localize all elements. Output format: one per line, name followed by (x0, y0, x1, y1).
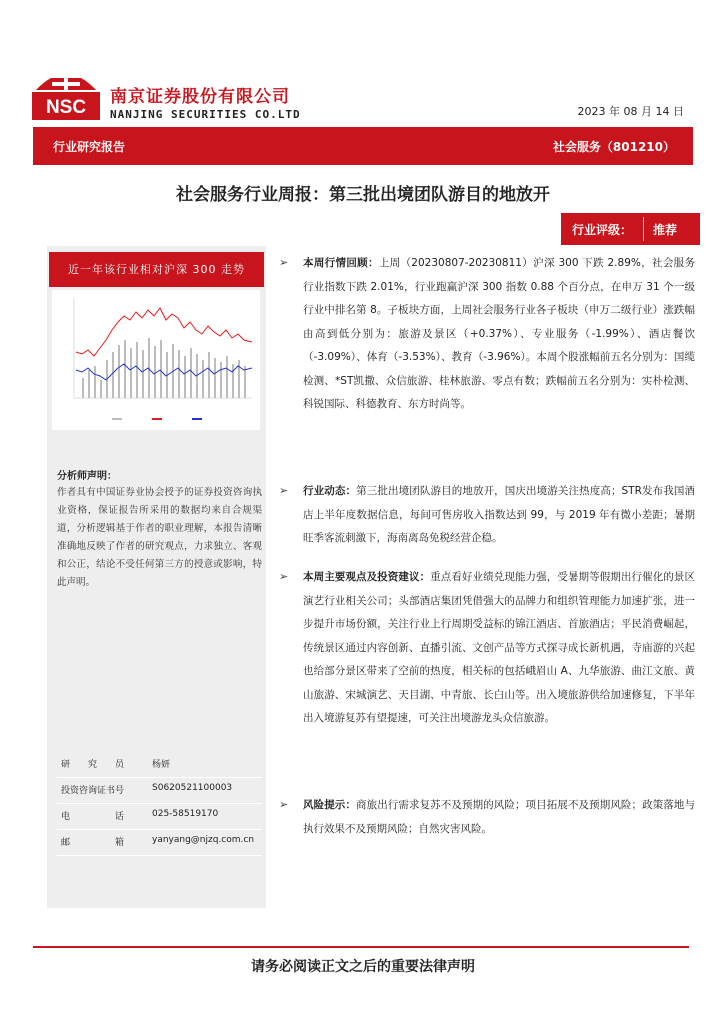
bullet-arrow-icon: ➢ (279, 798, 289, 811)
analyst-heading: 分析师声明： (57, 471, 117, 482)
industry-news-text: 第三批出境团队游目的地放开，国庆出境游关注热度高；STR发布我国酒店上半年度数据信息，每间可售房收入指数达到 99，与 2019 年有微小差距；暑期旺季客流刺激下，海南离岛免税经营企稳。 (303, 485, 696, 544)
rating-divider (643, 217, 644, 241)
market-review-label: 本周行情回顾： (303, 257, 379, 269)
info-row-analyst (57, 751, 262, 778)
company-name-en: NANJING SECURITIES CO.LTD (110, 108, 301, 121)
bullet-arrow-icon: ➢ (279, 256, 289, 269)
industry-news-label: 行业动态： (303, 485, 357, 497)
relative-trend-chart (52, 290, 260, 430)
investment-advice-label: 本周主要观点及投资建议： (303, 571, 431, 583)
chart-title: 近一年该行业相对沪深 300 走势 (49, 252, 264, 287)
info-row-cert (57, 777, 262, 804)
bullet-arrow-icon: ➢ (279, 570, 289, 583)
rating-value: 推荐 (653, 223, 678, 237)
report-type: 行业研究报告 (53, 140, 126, 154)
risk-label: 风险提示： (303, 799, 356, 811)
company-name-cn: 南京证券股份有限公司 (110, 87, 290, 107)
info-key: 邮 箱 (61, 838, 125, 848)
sector-label: 社会服务（801210） (552, 140, 675, 154)
company-logo (30, 60, 102, 122)
rating-box (561, 213, 700, 245)
risk-text: 商旅出行需求复苏不及预期的风险；项目拓展不及预期风险；政策落地与执行效果不及预期风险；自然灾害风险。 (303, 799, 696, 835)
info-row-phone (57, 803, 262, 830)
info-value: 025-58519170 (152, 809, 219, 819)
rating-label: 行业评级： (572, 223, 633, 237)
info-value: S0620521100003 (152, 783, 233, 793)
info-key: 研 究 员 (61, 760, 125, 770)
info-row-email (57, 829, 262, 856)
info-value[interactable]: yanyang@njzq.com.cn (152, 835, 255, 845)
industry-news-paragraph (303, 480, 695, 551)
investment-advice-text: 重点看好业绩兑现能力强，受暑期等假期出行催化的景区演艺行业相关公司；头部酒店集团凭借强大的品牌力和组织管理能力加速扩张，进一步提升市场份额，关注行业上行周期受益标的锦江酒店、首旅酒店；平民消费崛起，传统景区通过内容创新、直播引流、文创产品等方式探寻成长新机遇，寺庙游的兴起也给部分景区带来了空前的热度，相关标的包括峨眉山 A、九华旅游、曲江文旅、黄山旅游、宋城演艺、天目湖、中青旅、长白山等。出入境旅游供给加速修复，下半年出入境游复苏有望提速，可关注出境游龙头众信旅游。 (303, 571, 696, 724)
footer-divider (33, 946, 689, 948)
header-bar (33, 127, 693, 165)
market-review-text: 上周（20230807-20230811）沪深 300 下跌 2.89%，社会服务行业指数下跌 2.01%，行业跑赢沪深 300 指数 0.88 个百分点，在申万 31 个一级行业中排名第 8。子板块方面，上周社会服务行业各子板块（申万二级行业）涨跌幅由高到低分别为：旅游及景区（+0.37%）、专业服务（-1.99%）、酒店餐饮（-3.09%）、体育（-3.53%）、教育（-3.96%）。本周个股涨幅前五名分别为：国缆检测、*ST凯撒、众信旅游、桂林旅游、零点有数；跌幅前五名分别为：实朴检测、科锐国际、科德教育、东方时尚等。 (303, 257, 695, 410)
market-review-paragraph (303, 252, 695, 417)
risk-paragraph (303, 794, 695, 841)
legal-notice: 请务必阅读正文之后的重要法律声明 (251, 959, 475, 975)
info-key: 投资咨询证书号 (61, 786, 125, 796)
investment-advice-paragraph (303, 566, 695, 731)
info-value: 杨妍 (152, 760, 171, 770)
report-date: 2023 年 08 月 14 日 (577, 105, 684, 118)
bullet-arrow-icon: ➢ (279, 484, 289, 497)
report-title: 社会服务行业周报：第三批出境团队游目的地放开 (176, 185, 550, 205)
logo-text: NSC (45, 97, 87, 118)
analyst-statement: 作者具有中国证券业协会授予的证券投资咨询执业资格，保证报告所采用的数据均来自合规渠道，分析逻辑基于作者的职业理解，本报告清晰准确地反映了作者的研究观点，力求独立、客观和公正，结论不受任何第三方的授意或影响，特此声明。 (57, 487, 262, 588)
info-key: 电 话 (61, 812, 125, 822)
